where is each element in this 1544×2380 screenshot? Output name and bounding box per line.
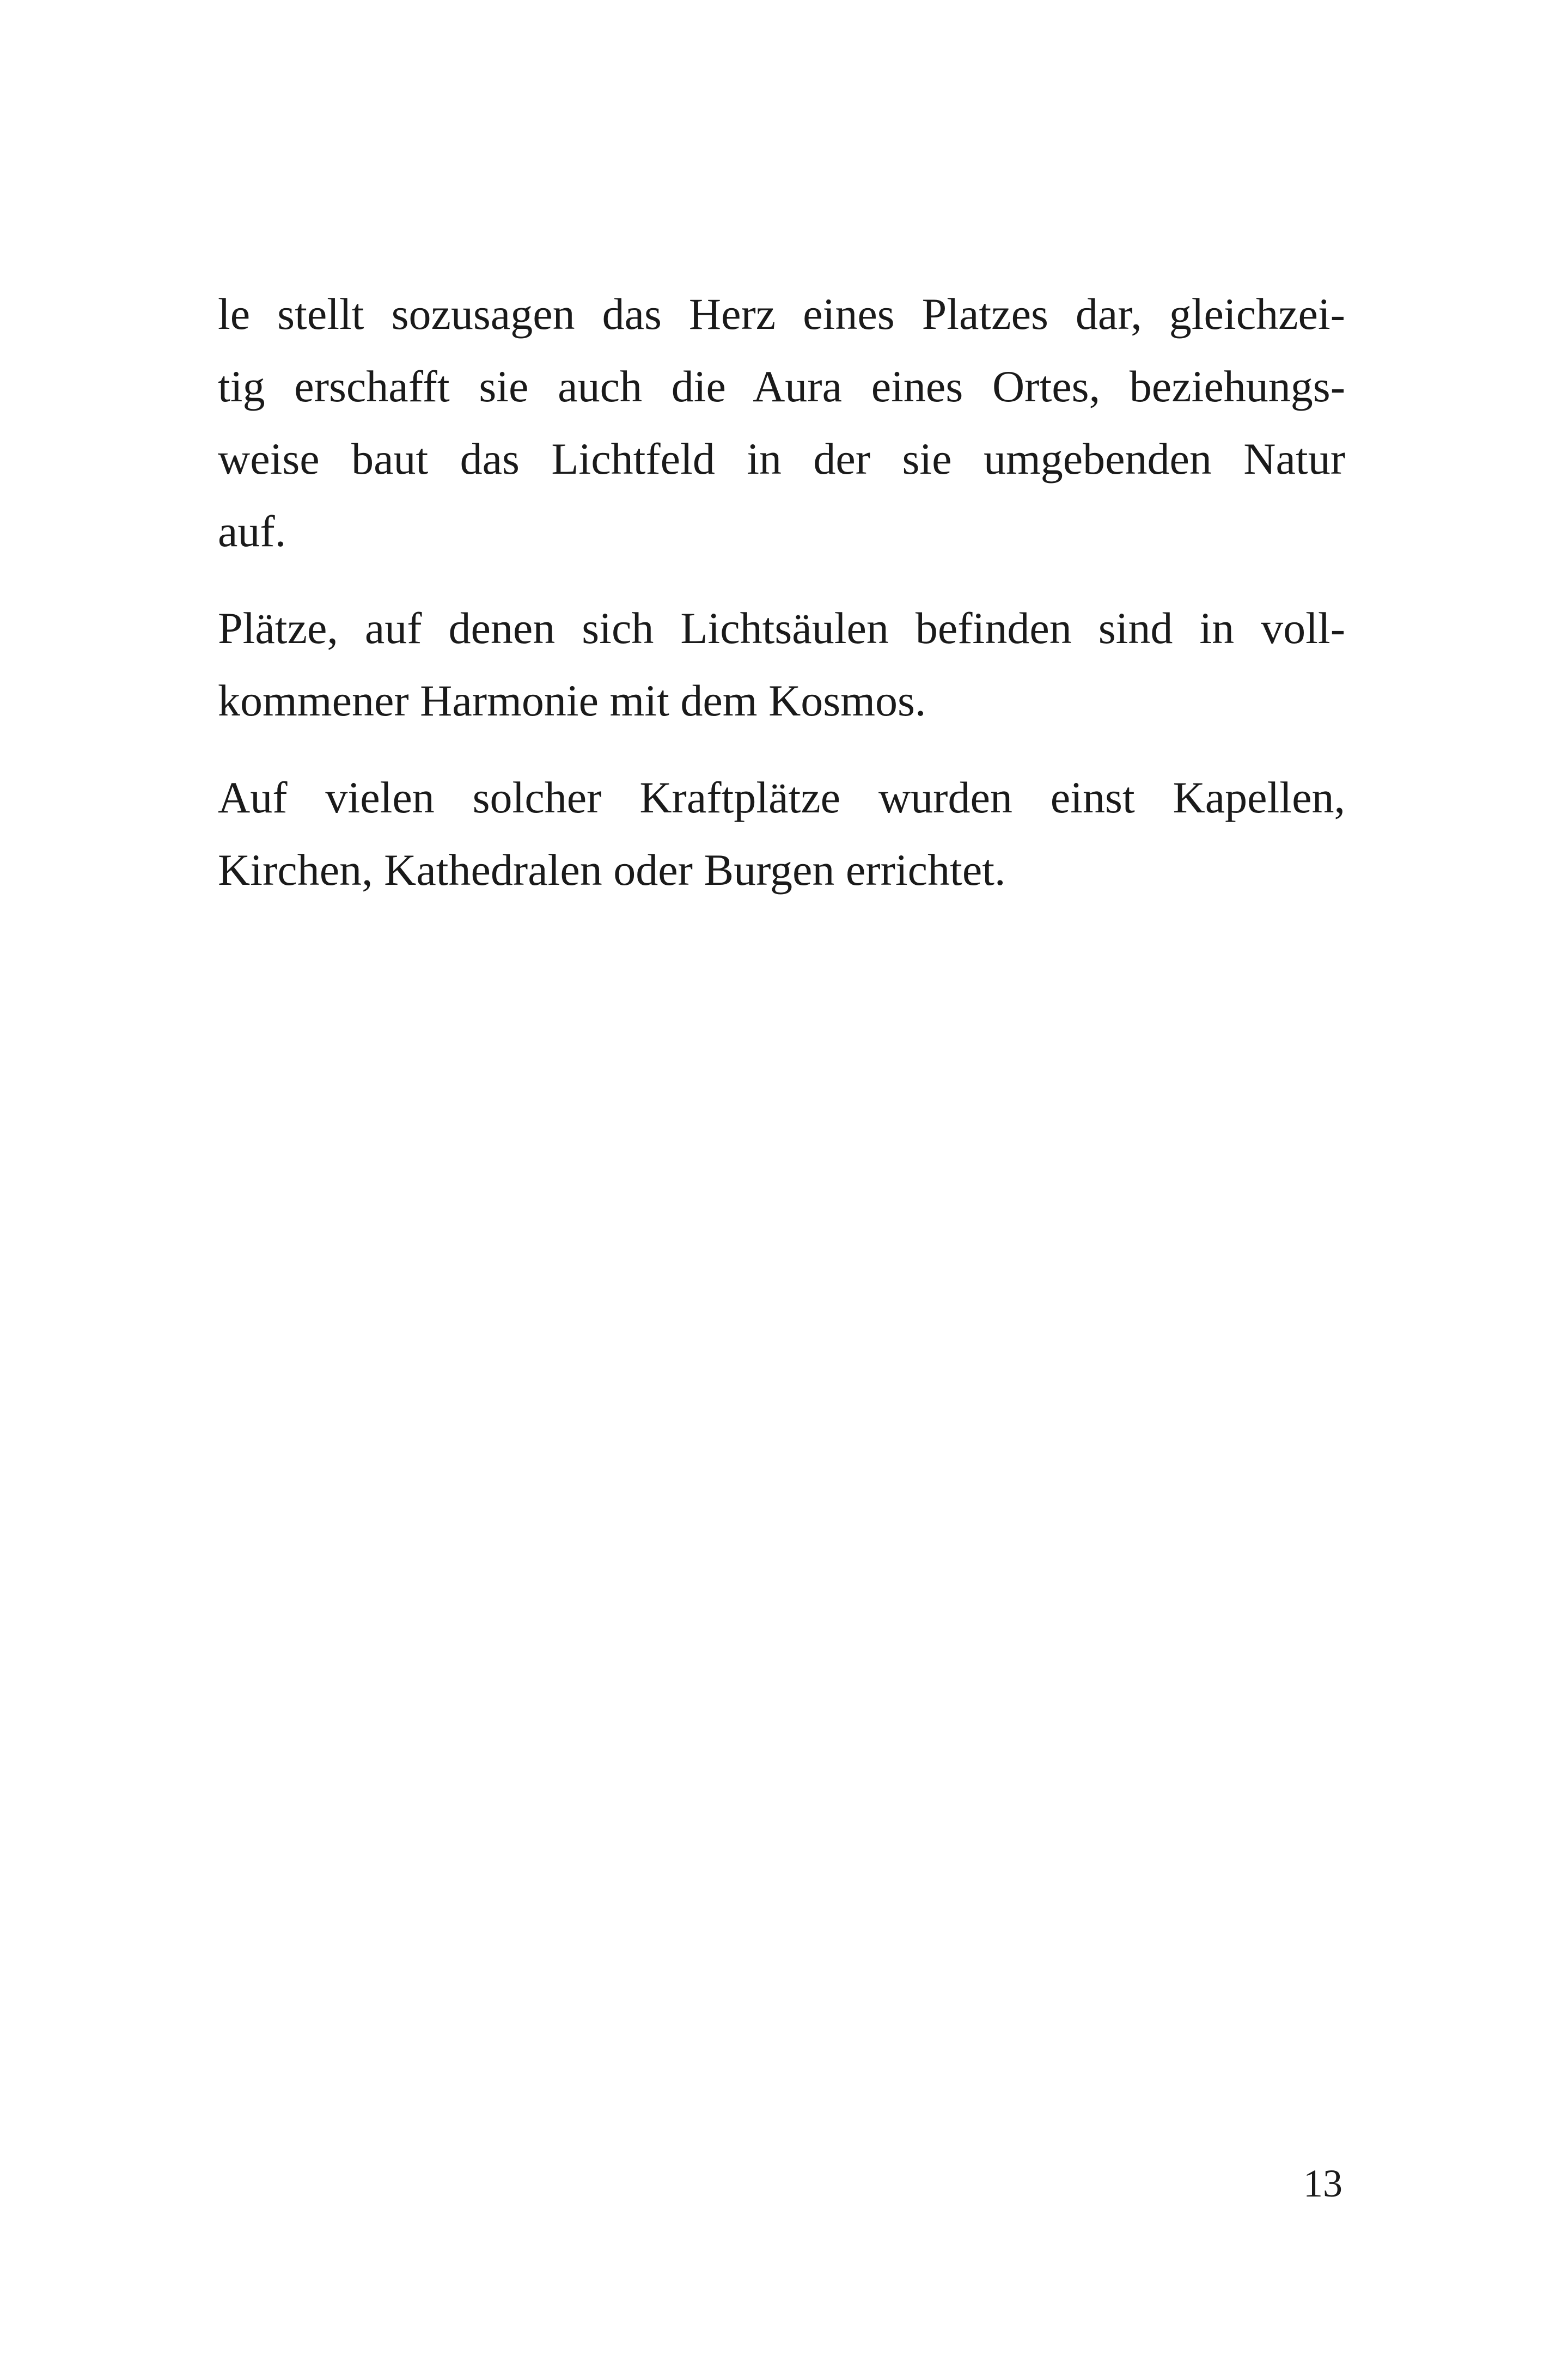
text-line: weise baut das Lichtfeld in der sie umgebenden Natur — [218, 434, 1345, 484]
text-line: le stellt sozusagen das Herz eines Platzes dar, gleichzei- — [218, 289, 1345, 339]
text-line: kommener Harmonie mit dem Kosmos. — [218, 676, 926, 725]
text-line: Plätze, auf denen sich Lichtsäulen befinden sind in voll- — [218, 603, 1345, 653]
text-line: Auf vielen solcher Kraftplätze wurden einst Kapellen, — [218, 773, 1345, 822]
paragraph-spacer — [218, 567, 1345, 592]
page-number: 13 — [1303, 2162, 1342, 2205]
paragraph-spacer — [218, 737, 1345, 761]
paragraph — [218, 761, 1345, 906]
paragraph — [218, 278, 1345, 567]
text-line: Kirchen, Kathedralen oder Burgen errichtet. — [218, 845, 1006, 895]
text-line: tig erschafft sie auch die Aura eines Ortes, beziehungs- — [218, 362, 1345, 411]
text-line: auf. — [218, 506, 286, 556]
paragraph — [218, 592, 1345, 737]
body-text — [218, 278, 1345, 906]
